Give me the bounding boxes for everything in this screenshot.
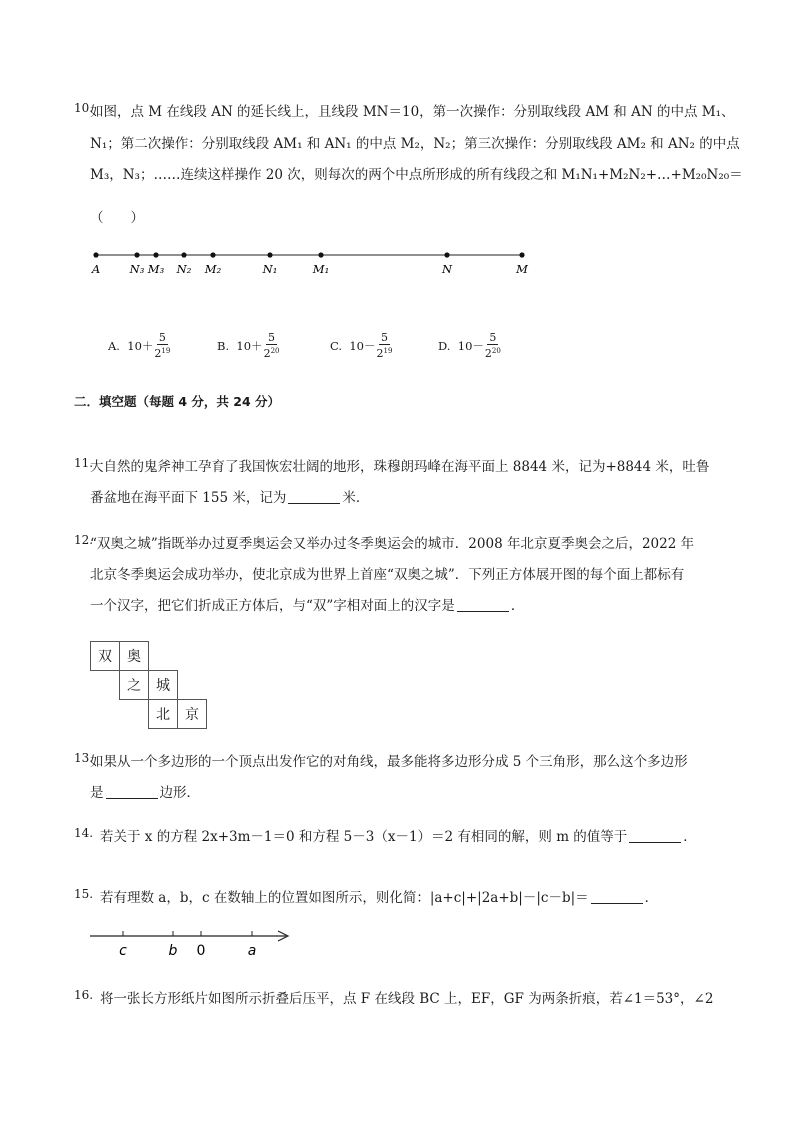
q16-number: 16.	[74, 988, 94, 1002]
cube-face: 北	[148, 699, 178, 729]
q10-line2: N₁；第二次操作：分别取线段 AM₁ 和 AN₁ 的中点 M₂，N₂；第三次操作：分别取线段 AM₂ 和 AN₂ 的中点	[90, 136, 740, 152]
q10-option-c[interactable]: C. 10－ $\frac{5}{2^{19}}$	[330, 331, 393, 360]
q13-number: 13.	[74, 751, 94, 765]
axis-label-c: c	[119, 943, 127, 959]
segment-point	[519, 252, 524, 257]
q15-number: 15.	[74, 887, 94, 901]
segment-point-label: N	[441, 262, 453, 276]
q10-segment-figure	[85, 245, 535, 285]
q10-paren: （ ）	[90, 210, 144, 226]
q14-answer-blank[interactable]	[629, 830, 681, 843]
q14-number: 14.	[74, 826, 94, 840]
q12-line3: 一个汉字，把它们折成正方体后，与“双”字相对面上的汉字是 ．	[90, 598, 525, 614]
q13-line2: 是 边形．	[90, 785, 200, 801]
segment-point	[134, 252, 139, 257]
q13-line1: 如果从一个多边形的一个顶点出发作它的对角线，最多能将多边形分成 5 个三角形，那么这个多边形	[90, 754, 688, 770]
q10-line3: M₃，N₃；……连续这样操作 20 次，则每次的两个中点所形成的所有线段之和 M₁N₁+M₂N₂+…+M₂₀N₂₀＝	[90, 167, 743, 183]
cube-face: 之	[119, 670, 149, 700]
q10-option-a[interactable]: A. 10＋ $\frac{5}{2^{19}}$	[108, 331, 171, 360]
q10-option-b[interactable]: B. 10＋ $\frac{5}{2^{20}}$	[217, 331, 280, 360]
q13-answer-blank[interactable]	[106, 786, 158, 799]
q12-line1: “双奥之城”指既举办过夏季奥运会又举办过冬季奥运会的城市．2008 年北京夏季奥会之后，2022 年	[90, 536, 695, 552]
axis-label-a: a	[247, 943, 257, 959]
segment-points	[91, 252, 529, 276]
segment-point	[153, 252, 158, 257]
q10-line1: 如图，点 M 在线段 AN 的延长线上，且线段 MN＝10，第一次操作：分别取线段 AM 和 AN 的中点 M₁、	[90, 104, 735, 120]
segment-point-label: M	[516, 262, 528, 276]
cube-face: 奥	[119, 641, 149, 671]
cube-face: 京	[177, 699, 207, 729]
q12-number: 12.	[74, 533, 94, 547]
q12-answer-blank[interactable]	[457, 599, 509, 612]
segment-point-label: N₂	[176, 262, 192, 276]
q12-line2: 北京冬季奥运会成功举办，使北京成为世界上首座“双奥之城”．下列正方体展开图的每个面上都标有	[90, 567, 685, 583]
segment-point-label: M₂	[204, 262, 222, 276]
q15-answer-blank[interactable]	[591, 891, 643, 904]
segment-point	[93, 252, 98, 257]
q11-number: 11.	[74, 456, 94, 470]
segment-point-label: N₁	[262, 262, 278, 276]
segment-point-label: M₁	[312, 262, 330, 276]
q14-text: 若关于 x 的方程 2x+3m－1＝0 和方程 5－3（x－1）＝2 有相同的解，则 m 的值等于 ．	[100, 829, 697, 845]
number-line-figure	[88, 928, 298, 962]
section-title: 二．填空题（每题 4 分，共 24 分）	[74, 394, 281, 409]
q16-text: 将一张长方形纸片如图所示折叠后压平，点 F 在线段 BC 上，EF，GF 为两条折痕，若∠1＝53°，∠2	[100, 991, 714, 1007]
q11-answer-blank[interactable]	[288, 491, 340, 504]
segment-point-label: N₃	[129, 262, 145, 276]
q10-number: 10.	[74, 101, 94, 115]
segment-point	[444, 252, 449, 257]
segment-point-label: M₃	[147, 262, 165, 276]
q15-text: 若有理数 a，b，c 在数轴上的位置如图所示，则化简：|a+c|+|2a+b|－|c－b|＝ ．	[100, 890, 659, 906]
segment-point	[318, 252, 323, 257]
cube-face: 城	[148, 670, 178, 700]
segment-point	[210, 252, 215, 257]
q11-line2: 番盆地在海平面下 155 米，记为 米．	[90, 490, 370, 506]
q11-line1: 大自然的鬼斧神工孕育了我国恢宏壮阔的地形，珠穆朗玛峰在海平面上 8844 米，记为+8844 米，吐鲁	[90, 459, 710, 475]
segment-point	[181, 252, 186, 257]
q10-option-d[interactable]: D. 10－ $\frac{5}{2^{20}}$	[438, 331, 501, 360]
axis-label-0: 0	[196, 943, 206, 959]
axis-label-b: b	[168, 943, 178, 959]
segment-point-label: A	[91, 262, 101, 276]
segment-point	[267, 252, 272, 257]
cube-face: 双	[90, 641, 120, 671]
